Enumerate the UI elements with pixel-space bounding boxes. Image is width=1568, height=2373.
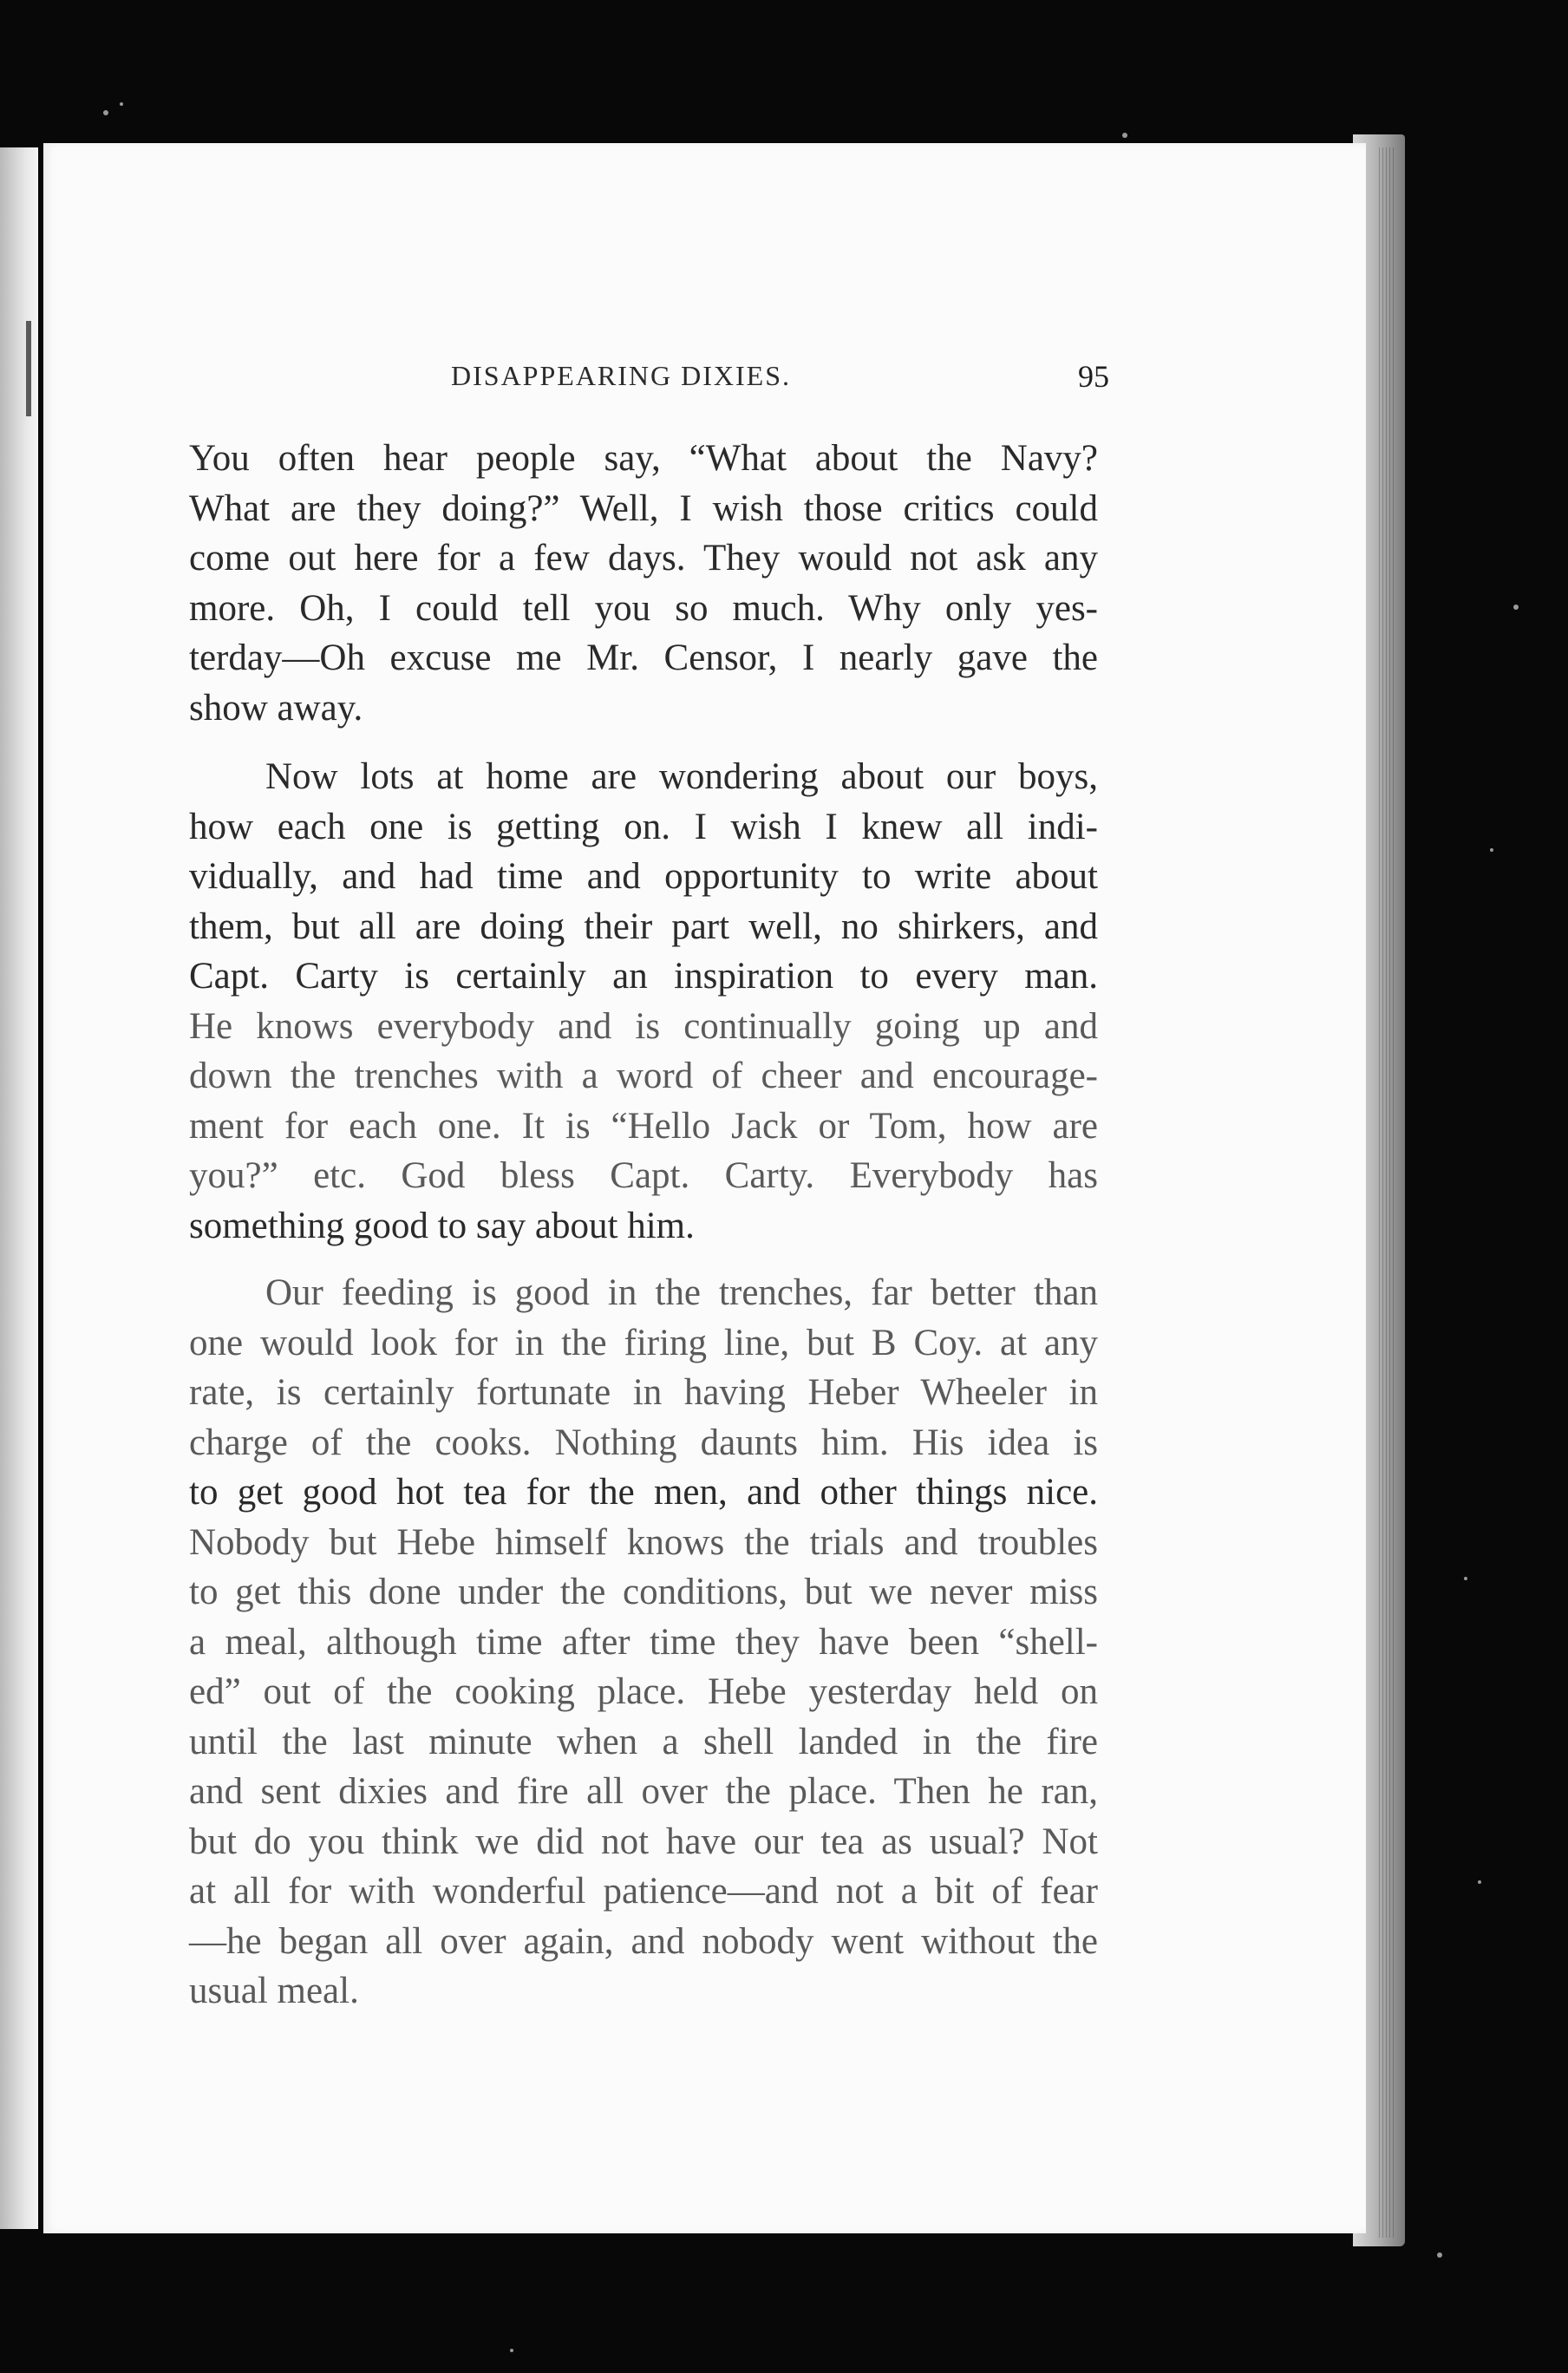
text-line: more. Oh, I could tell you so much. Why only yes- (189, 587, 1098, 629)
text-line: how each one is getting on. I wish I knew all indi- (189, 806, 1098, 847)
text-line: Nobody but Hebe himself knows the trials and troubles (189, 1521, 1098, 1563)
page-number: 95 (1078, 359, 1109, 394)
text-line: What are they doing?” Well, I wish those critics could (189, 487, 1098, 529)
text-line: —he began all over again, and nobody went without the (189, 1920, 1098, 1962)
adjacent-page-binding (26, 321, 31, 416)
text-line: something good to say about him. (189, 1205, 695, 1246)
text-line: rate, is certainly fortunate in having Heber Wheeler in (189, 1372, 1098, 1413)
text-line: ed” out of the cooking place. Hebe yesterday held on (189, 1671, 1098, 1712)
adjacent-page-edge (0, 147, 38, 2229)
text-line: You often hear people say, “What about the Navy? (189, 438, 1098, 479)
text-line: and sent dixies and fire all over the place. Then he ran, (189, 1771, 1098, 1812)
paragraph-first-line: Our feeding is good in the trenches, far better than (265, 1272, 1098, 1313)
text-line: charge of the cooks. Nothing daunts him. His idea is (189, 1422, 1098, 1463)
text-line: at all for with wonderful patience—and not a bit of fear (189, 1871, 1098, 1912)
text-line: ment for each one. It is “Hello Jack or Tom, how are (189, 1105, 1098, 1147)
text-line: them, but all are doing their part well, no shirkers, and (189, 905, 1098, 947)
text-line: to get good hot tea for the men, and other things nice. (189, 1472, 1098, 1513)
text-line: but do you think we did not have our tea as usual? Not (189, 1821, 1098, 1862)
text-line: vidually, and had time and opportunity to write about (189, 856, 1098, 897)
text-line: usual meal. (189, 1971, 359, 2011)
running-title: DISAPPEARING DIXIES. (451, 360, 792, 391)
text-line: until the last minute when a shell landed in the fire (189, 1721, 1098, 1762)
body-text (189, 434, 1098, 2017)
text-line: Capt. Carty is certainly an inspiration to every man. (189, 956, 1098, 997)
text-line: a meal, although time after time they have been “shell- (189, 1621, 1098, 1663)
paragraph-first-line: Now lots at home are wondering about our boys, (265, 756, 1098, 797)
page-block-leaves (1379, 147, 1396, 2238)
text-line: to get this done under the conditions, but we never miss (189, 1572, 1098, 1612)
text-line: He knows everybody and is continually going up and (189, 1005, 1098, 1047)
text-line: come out here for a few days. They would not ask any (189, 538, 1098, 579)
text-line: terday—Oh excuse me Mr. Censor, I nearly gave the (189, 637, 1098, 678)
text-line: show away. (189, 687, 363, 729)
text-line: down the trenches with a word of cheer and encourage- (189, 1056, 1098, 1096)
text-line: one would look for in the firing line, but B Coy. at any (189, 1322, 1098, 1363)
text-line: you?” etc. God bless Capt. Carty. Everybody has (189, 1155, 1098, 1196)
